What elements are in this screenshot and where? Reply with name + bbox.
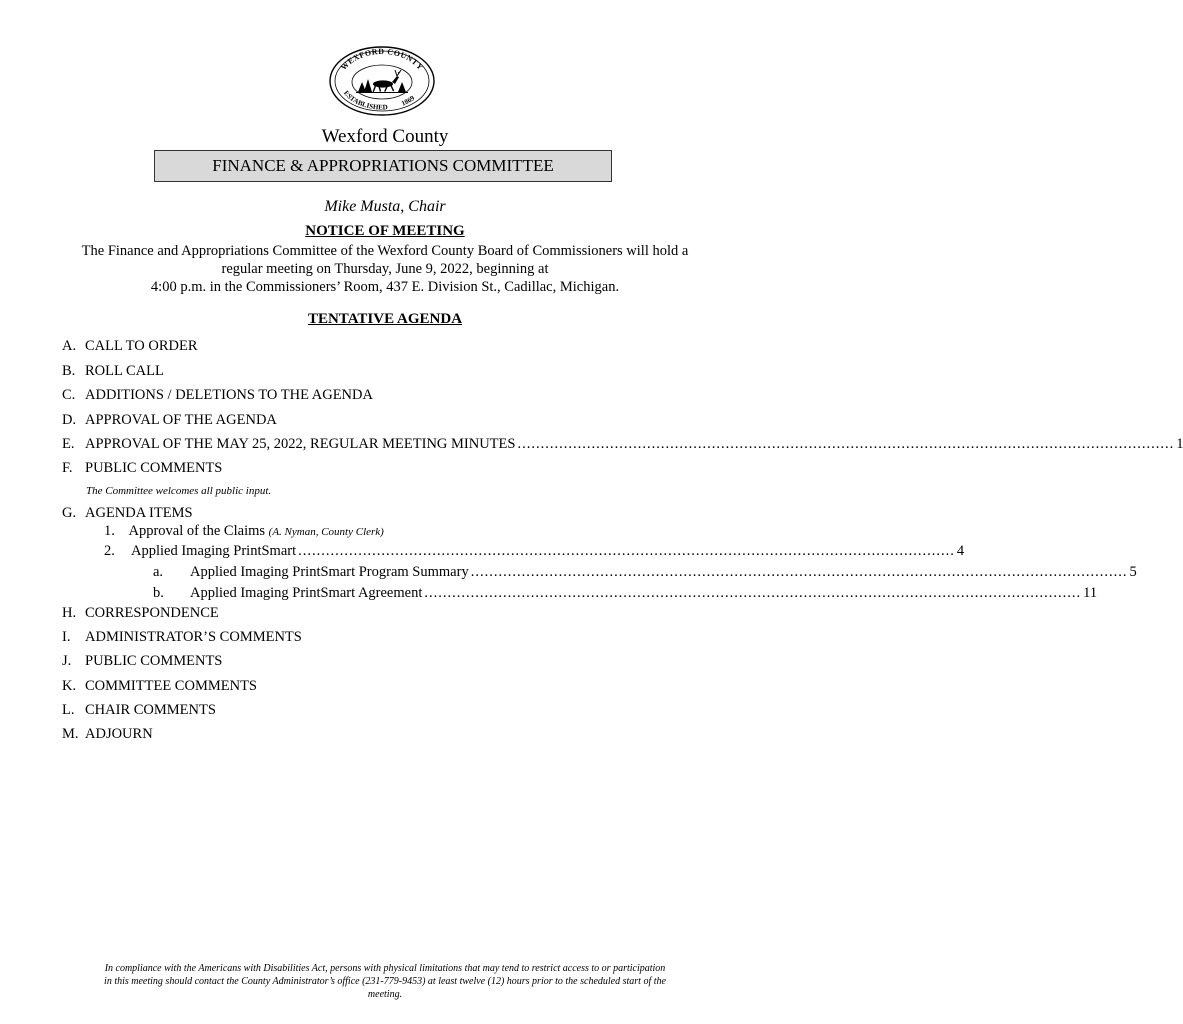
svg-text:1869: 1869	[400, 94, 417, 108]
agenda-subitem-g2b	[190, 584, 1098, 602]
page-number: 1	[1176, 436, 1183, 452]
footer-line-2: in this meeting should contact the County Administrator’s office (231-779-9453) at least twelve (12) hours prior to the scheduled start of the	[104, 976, 666, 987]
agenda-label: ADJOURN	[85, 726, 153, 742]
page-number: 11	[1083, 585, 1098, 601]
agenda-letter: E.	[62, 436, 75, 452]
subitem-note: (A. Nyman, County Clerk)	[268, 526, 384, 538]
agenda-letter: C.	[62, 387, 76, 403]
subitem-label: Applied Imaging PrintSmart Program Summary	[190, 564, 469, 580]
dot-leader: ..............................................................................................................................................	[470, 564, 1128, 580]
subitem-label: Approval of the Claims	[128, 523, 266, 539]
dot-leader: ..............................................................................................................................................	[424, 585, 1082, 601]
subitem-label: Applied Imaging PrintSmart	[131, 543, 297, 559]
agenda-subitem-g2-num	[104, 542, 115, 560]
notice-line-3: 4:00 p.m. in the Commissioners’ Room, 437 E. Division St., Cadillac, Michigan.	[150, 279, 620, 295]
svg-text:ESTABLISHED: ESTABLISHED	[341, 89, 388, 112]
agenda-label: CORRESPONDENCE	[85, 605, 219, 621]
agenda-subitem-g1	[104, 522, 384, 541]
agenda-letter: M.	[62, 726, 79, 742]
agenda-letter: K.	[62, 678, 77, 694]
agenda-label: PUBLIC COMMENTS	[85, 653, 223, 669]
agenda-subitem-g2	[131, 542, 965, 560]
agenda-title: TENTATIVE AGENDA	[307, 311, 463, 327]
notice-line-1: The Finance and Appropriations Committee of the Wexford County Board of Commissioners will hold a	[81, 243, 689, 259]
agenda-label: AGENDA ITEMS	[85, 505, 193, 521]
svg-text:WEXFORD COUNTY: WEXFORD COUNTY	[338, 46, 426, 72]
page-number: 4	[956, 543, 965, 559]
agenda-label: ROLL CALL	[85, 363, 164, 379]
agenda-letter: B.	[62, 363, 76, 379]
county-name: Wexford County	[321, 126, 449, 147]
agenda-label: COMMITTEE COMMENTS	[85, 678, 257, 694]
subitem-number: 2.	[104, 543, 115, 559]
agenda-letter: A.	[62, 338, 77, 354]
agenda-letter: L.	[62, 702, 75, 718]
agenda-label: APPROVAL OF THE AGENDA	[85, 412, 277, 428]
county-seal-logo	[328, 46, 436, 116]
agenda-subitem-g2a-num	[153, 563, 163, 581]
footer-line-1: In compliance with the Americans with Disabilities Act, persons with physical limitations that may tend to restrict access to or participation	[104, 963, 666, 974]
agenda-letter: I.	[62, 629, 71, 645]
agenda-label: CALL TO ORDER	[85, 338, 198, 354]
dot-leader: ..............................................................................................................................................	[517, 436, 1175, 452]
subitem-number: a.	[153, 564, 164, 580]
agenda-subitem-g2b-num	[153, 584, 164, 602]
footer-line-3: meeting.	[367, 989, 403, 1000]
agenda-label: APPROVAL OF THE MAY 25, 2022, REGULAR MEETING MINUTES	[85, 436, 516, 452]
agenda-label: CHAIR COMMENTS	[85, 702, 216, 718]
public-comment-note: The Committee welcomes all public input.	[86, 485, 272, 497]
agenda-label: PUBLIC COMMENTS	[85, 460, 223, 476]
committee-banner: FINANCE & APPROPRIATIONS COMMITTEE	[154, 150, 612, 182]
notice-title: NOTICE OF MEETING	[305, 223, 465, 239]
committee-chair: Mike Musta, Chair	[324, 198, 446, 215]
dot-leader: ..............................................................................................................................................	[298, 543, 955, 559]
agenda-letter: D.	[62, 412, 77, 428]
agenda-label: ADDITIONS / DELETIONS TO THE AGENDA	[85, 387, 373, 403]
ada-compliance-footer	[60, 962, 710, 1001]
notice-line-2: regular meeting on Thursday, June 9, 2022, beginning at	[221, 261, 549, 277]
subitem-label: Applied Imaging PrintSmart Agreement	[190, 585, 423, 601]
agenda-letter: H.	[62, 605, 77, 621]
page-number: 5	[1129, 564, 1137, 580]
agenda-letter: G.	[62, 505, 77, 521]
notice-body	[40, 242, 730, 296]
agenda-label: ADMINISTRATOR’S COMMENTS	[85, 629, 302, 645]
agenda-subitem-g2a	[190, 563, 1137, 581]
subitem-number: b.	[153, 585, 164, 601]
subitem-number: 1.	[104, 523, 115, 539]
agenda-item-e-line	[85, 435, 1183, 453]
agenda-letter: J.	[62, 653, 72, 669]
agenda-letter: F.	[62, 460, 73, 476]
